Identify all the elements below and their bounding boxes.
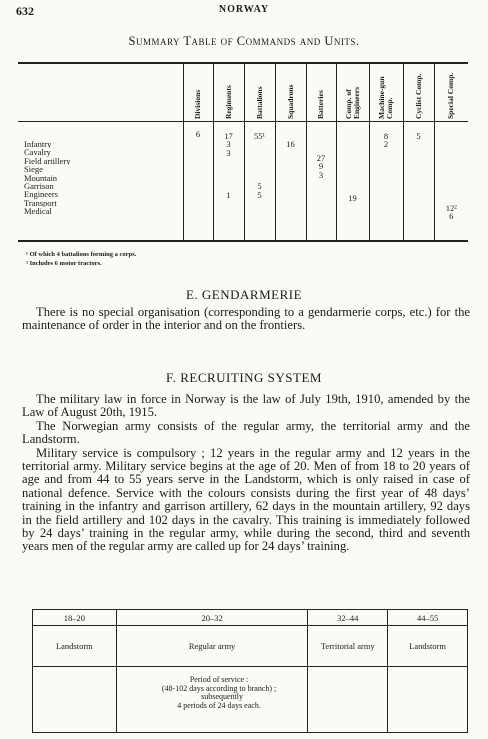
section-e-heading: E. GENDARMERIE <box>185 287 303 302</box>
cell: 5 <box>257 189 262 200</box>
row-label: Field artillery <box>24 156 71 166</box>
row-label: Cavalry <box>24 148 51 157</box>
period-of-service-cell <box>116 667 308 733</box>
col-header-battalions: Battalions <box>254 86 264 119</box>
section-f-text <box>22 393 470 554</box>
footnote-1: ¹ Of which 4 battalions forming a corps. <box>26 251 137 258</box>
col-machine-gun <box>369 122 403 242</box>
cell: 1 <box>226 190 231 201</box>
summary-table-title: Summary Table of Commands and Units. <box>128 34 360 48</box>
col-divisions <box>183 122 213 242</box>
category-cell: Landstorm <box>388 626 468 667</box>
cell: 5 <box>257 181 262 192</box>
cell: 3 <box>318 169 324 180</box>
col-squadrons <box>275 122 306 242</box>
footnote-2: ² Includes 6 motor tractors. <box>26 260 102 267</box>
header-blank <box>18 63 183 122</box>
cell: 9 <box>318 161 324 172</box>
row-labels <box>18 122 183 216</box>
col-header-machine-gun: Machine-gun Comp. <box>377 76 394 119</box>
cell: 5 <box>416 131 421 141</box>
age-cell: 44–55 <box>388 610 468 626</box>
col-battalions <box>244 122 275 242</box>
col-cyclist <box>403 122 434 242</box>
category-cell: Landstorm <box>33 626 117 667</box>
running-head: NORWAY <box>218 4 270 15</box>
row-label: Mountain <box>24 173 58 183</box>
col-header-engineers: Comp. of Engineers <box>343 86 361 119</box>
col-engineers <box>336 122 369 242</box>
recruiting-table <box>32 609 468 733</box>
empty-cell <box>388 667 468 733</box>
period-line: Period of service : <box>189 675 249 684</box>
cell: 6 <box>449 211 454 222</box>
cell: 19 <box>348 193 357 203</box>
cell: 27 <box>316 153 326 163</box>
cell: 55¹ <box>253 131 266 141</box>
page-number: 632 <box>16 4 34 18</box>
row-label: Infantry <box>24 140 52 149</box>
section-e-text <box>22 306 470 333</box>
age-cell: 20–32 <box>116 610 308 626</box>
period-line: 4 periods of 24 days each. <box>177 700 261 710</box>
col-header-batteries: Batteries <box>316 90 325 119</box>
empty-cell <box>308 667 388 733</box>
age-cell: 32–44 <box>308 610 388 626</box>
col-special <box>434 122 468 242</box>
cell: 8 <box>383 131 389 141</box>
col-regiments <box>213 122 244 242</box>
period-line: (48-102 days according to branch) ; <box>161 683 277 693</box>
paragraph: The Norwegian army consists of the regular army, the territorial army and the Landstorm. <box>22 418 470 447</box>
col-header-squadrons: Squadrons <box>285 84 295 119</box>
cell: 16 <box>286 139 295 149</box>
age-cell: 18–20 <box>33 610 117 626</box>
summary-table <box>18 62 468 242</box>
cell: 12² <box>445 203 457 213</box>
row-label: Medical <box>24 207 52 216</box>
paragraph: There is no special organisation (corresponding to a gendarmerie corps, etc.) for the maintenance of order in the interior and on the frontiers. <box>22 305 470 333</box>
cell: 3 <box>226 147 231 158</box>
paragraph: Military service is compulsory ; 12 years in the regular army and 12 years in the territorial army. Military service begins at the age of 20. Men of from 18 to 20 years of age and from 44 to 55 years serve in the Landstorm, which is only raised in case of national defence. Service with the colours consists during the first year of 48 days’ training in the infantry and garrison artillery, 62 days in the mountain artillery, 92 days in the field artillery and 102 days in the cavalry. This training is immediately followed by 24 days’ training in the regular army, while during the second, third and seventh years men of the regular army are called up for 24 days’ training. <box>22 445 470 554</box>
col-header-special: Special Comp. <box>446 72 456 119</box>
cell: 3 <box>226 139 231 150</box>
category-cell: Territorial army <box>308 626 388 667</box>
cell: 17 <box>224 131 233 141</box>
col-header-divisions: Divisions <box>193 89 202 119</box>
row-label: Transport <box>24 198 57 208</box>
col-header-cyclist: Cyclist Comp. <box>413 73 423 119</box>
period-line: subsequently <box>201 692 243 702</box>
paragraph: The military law in force in Norway is the law of July 19th, 1910, amended by the Law of August 20th, 1915. <box>22 392 470 420</box>
category-cell: Regular army <box>116 626 308 667</box>
col-batteries <box>306 122 336 242</box>
row-label: Siege <box>24 165 43 174</box>
col-header-regiments: Regiments <box>223 85 233 119</box>
empty-cell <box>33 667 117 733</box>
cell: 2 <box>383 139 389 150</box>
row-label: Engineers <box>24 190 58 199</box>
cell: 6 <box>195 129 201 139</box>
row-label: Garrison <box>24 182 54 191</box>
section-f-heading: F. RECRUITING SYSTEM <box>166 370 322 385</box>
